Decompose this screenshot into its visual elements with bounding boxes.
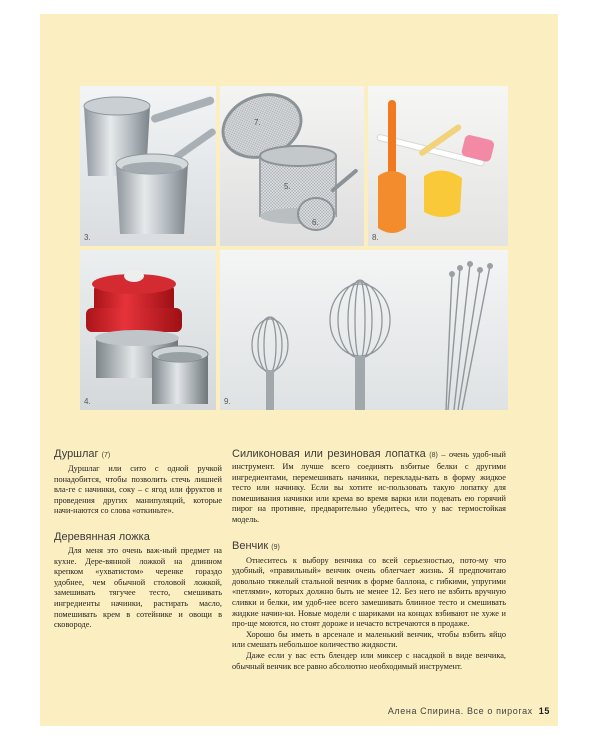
left-column [54, 448, 222, 631]
photo-number-9: 9. [224, 397, 231, 406]
photo-number-5: 5. [284, 182, 291, 191]
right-column [232, 448, 506, 672]
paragraph-whisk-1: Отнеситесь к выбору венчика со всей серьезностью, пото-му что удобный, «правильный» венчик очень облегчает жизнь. Я предпочитаю довольно тяжелый стальной венчик в форме баллона, с гибкими, упругими «петлями», которых должно быть не менее 12. Без него не взбить вручную сливки и белки, им удоб-нее всего замешивать блинное тесто и смешивать жидкие начин-ки. Новые модели с шариками на концах взбивают не хуже и про-ще моются, но стоят дороже и нечасто встречаются в продаже. [232, 555, 506, 629]
photo-enamel-pots [80, 250, 216, 410]
photo-saucepans [80, 86, 216, 246]
heading-whisk-ref: (9) [271, 543, 280, 551]
page-footer [388, 706, 550, 716]
section-heading-whisk [232, 540, 506, 554]
heading-spatula-text: Силиконовая или резиновая лопатка [232, 448, 426, 460]
photo-number-3: 3. [84, 233, 91, 242]
paragraph-whisk-3: Даже если у вас есть блендер или миксер с насадкой в виде венчика, обычный венчик все равно абсолютно необходимый инструмент. [232, 650, 506, 671]
heading-whisk-text: Венчик [232, 539, 269, 552]
paragraph-whisk-2: Хорошо бы иметь в арсенале и маленький венчик, чтобы взбить яйцо или смешать небольшое количество жидкости. [232, 629, 506, 650]
photo-number-8: 8. [372, 233, 379, 242]
photo-sieves [220, 86, 364, 246]
paragraph-wooden-spoon: Для меня это очень важ-ный предмет на кухне. Дере-вянной ложкой на длинном крепком «ухватистом» черенке гораздо удобнее, чем обычной столовой ложкой, замешивать тягучее тесто, смешивать ингредиенты начинки, растирать масло, помешивать крем в сотейнике и овощи в сковороде. [54, 545, 222, 630]
photo-spatulas [368, 86, 508, 246]
heading-colander-text: Дуршлаг [54, 448, 99, 460]
sieves-illustration [220, 86, 364, 246]
saucepans-illustration [80, 86, 216, 246]
paragraph-colander: Дуршлаг или сито с одной ручкой понадобится, чтобы позволить стечь лишней вла-ге с начинки, соку – с ягод или фруктов и проведения других манипуляций, которые начи-наются со слова «откиньте». [54, 464, 222, 516]
photo-number-4: 4. [84, 397, 91, 406]
spatulas-illustration [368, 86, 508, 246]
page-number: 15 [538, 706, 550, 716]
heading-spatula-ref: (8) [429, 452, 438, 459]
paragraph-spatula [232, 448, 506, 526]
section-heading-wooden-spoon: Деревянная ложка [54, 530, 150, 543]
enamel-pots-illustration [80, 250, 216, 410]
heading-colander-ref: (7) [101, 452, 111, 459]
photo-number-7: 7. [254, 118, 261, 127]
section-heading-colander [54, 448, 222, 462]
spatula-body: – очень удоб-ный инструмент. Им лучше всего соединять взбитые белки с другими ингредиентами, перемешивать начинки, переклады-вать в форму жидкое тесто или начинку. Если вы хотите ис-пользовать такую лопатку для помешивания начинки или крема во время варки или подевать ею горячий пирог на противне, предварительно убедитесь, что у вас термостойкая модель. [232, 450, 506, 524]
photo-number-6: 6. [312, 218, 319, 227]
photo-whisks [220, 250, 508, 410]
whisks-illustration [220, 250, 508, 410]
footer-author: Алена Спирина. Все о пирогах [387, 706, 533, 716]
